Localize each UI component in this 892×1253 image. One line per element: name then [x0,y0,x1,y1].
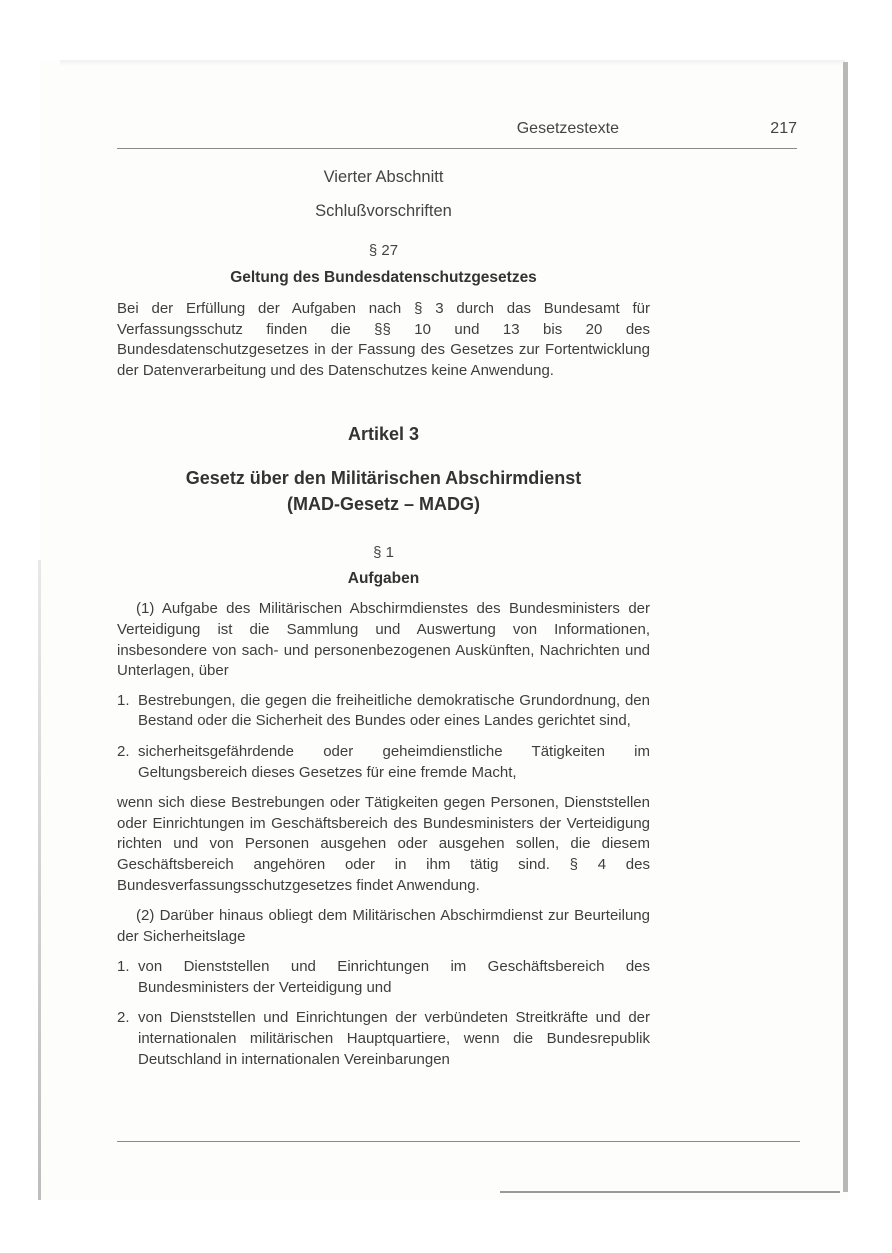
paragraph-sign-1: § 1 [373,544,394,562]
scan-shadow-bottom [500,1191,840,1193]
abs1-tail: wenn sich diese Bestrebungen oder Tätigkeiten gegen Personen, Dienststellen oder Einrichtungen im Geschäftsbereich des Bundesministers der Verteidigung richten und von Personen ausgehen oder ausgehen sollen, die diesem Geschäftsbereich angehören oder in ihm tätig sind. § 4 des Bundesverfassungsschutzgesetzes findet Anwendung. [117,794,650,894]
list-item-text: sicherheitsgefährdende oder geheimdienstliche Tätigkeiten im Geltungsbereich dieses Gesetzes für eine fremde Macht, [138,742,650,781]
abs2-list [117,957,650,1070]
paragraph-text-27: Bei der Erfüllung der Aufgaben nach § 3 durch das Bundesamt für Verfassungsschutz finden die §§ 10 und 13 bis 20 des Bundesdatenschutzgesetzes in der Fassung des Gesetzes zur Fortentwicklung der Datenverarbeitung und des Datenschutzes keine Anwendung. [117,300,650,379]
list-item-number: 1. [117,691,130,709]
article-label: Artikel 3 [347,424,420,445]
scan-shadow-top [60,60,845,66]
list-item-text: von Dienststellen und Einrichtungen im Geschäftsbereich des Bundesministers der Verteidigung und [138,958,650,996]
list-item [117,691,650,732]
abs2-intro: (2) Darüber hinaus obliegt dem Militärischen Abschirmdienst zur Beurteilung der Sicherheitslage [117,907,650,945]
running-title: Gesetzestexte [516,120,619,137]
scan-shadow-right [843,62,848,1192]
page-header [117,118,797,149]
list-item-text: Bestrebungen, die gegen die freiheitliche demokratische Grundordnung, den Bestand oder die Sicherheit des Bundes oder eines Landes gerichtet sind, [138,691,650,730]
abs1-list [117,691,650,783]
article-title-line1: Gesetz über den Militärischen Abschirmdienst [185,468,582,489]
list-item-number: 2. [117,742,130,760]
paragraph-title-27: Geltung des Bundesdatenschutzgesetzes [230,269,537,286]
list-item [117,957,650,998]
list-item-text: von Dienststellen und Einrichtungen der verbündeten Streitkräfte und der internationalen militärischen Hauptquartiere, wenn die Bundesrepublik Deutschland in internationalen Vereinbarungen [138,1009,650,1068]
section-title: Schlußvorschriften [315,202,452,220]
section-label: Vierter Abschnitt [323,168,444,186]
section-heading [117,160,650,228]
page-body [117,160,650,1070]
scan-shadow-left [38,560,41,1200]
list-item [117,1008,650,1070]
list-item-number: 1. [117,958,130,976]
footer-rule [117,1141,800,1142]
article-title-line2: (MAD-Gesetz – MADG) [286,494,480,515]
list-item [117,742,650,783]
paragraph-sign-27: § 27 [368,242,399,259]
list-item-number: 2. [117,1009,130,1027]
page-number: 217 [770,120,797,137]
paragraph-title-1: Aufgaben [347,570,420,588]
abs1-intro: (1) Aufgabe des Militärischen Abschirmdienstes des Bundesministers der Verteidigung ist die Sammlung und Auswertung von Informationen, insbesondere von sach- und personenbezogenen Auskünften, Nachrichten und Unterlagen, über [117,600,650,680]
